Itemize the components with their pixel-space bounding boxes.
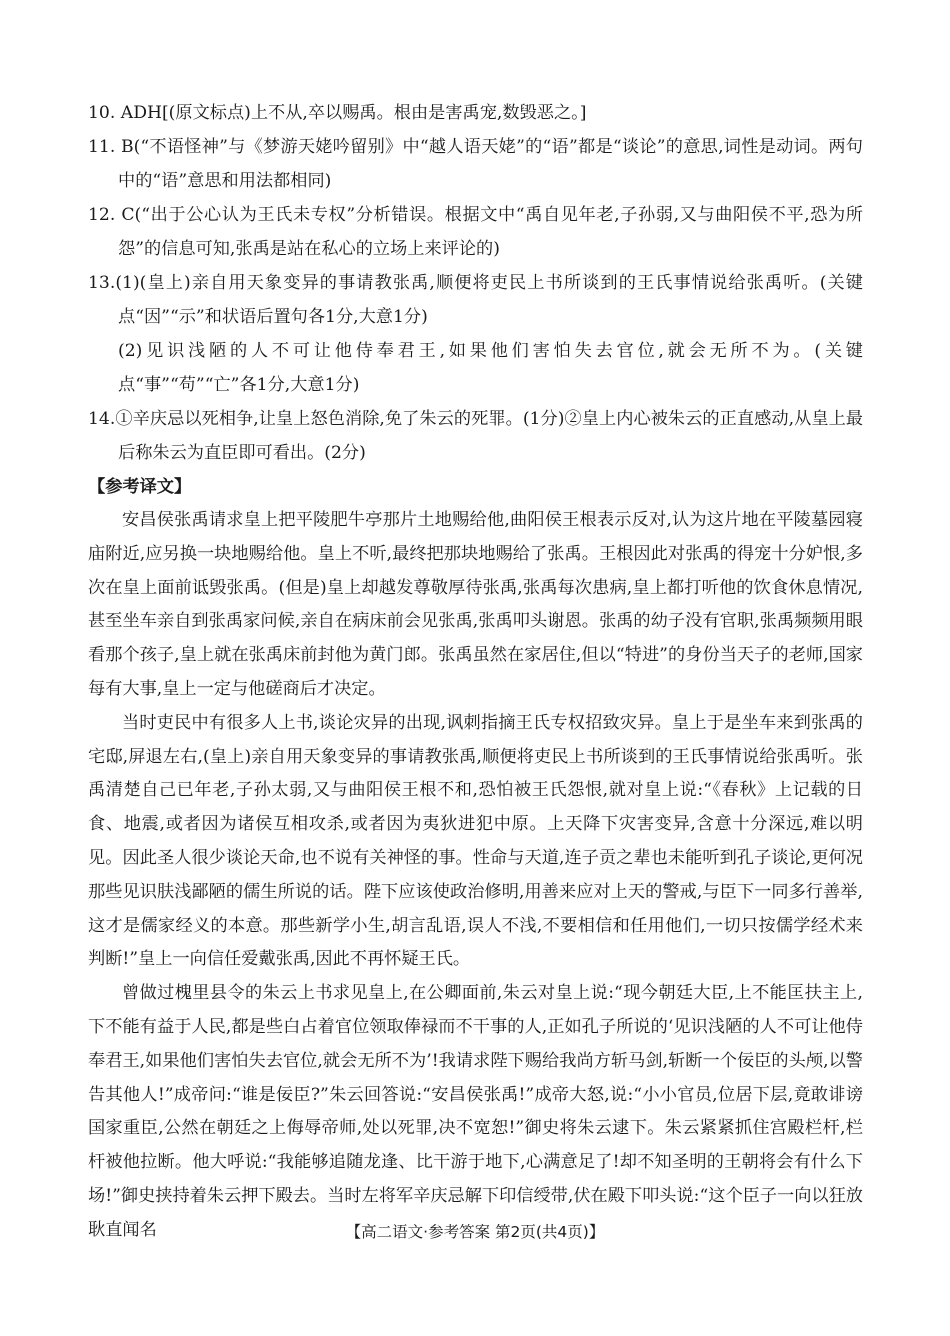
answer-11: 11. B(“不语怪神”与《梦游天姥吟留别》中“越人语天姥”的“语”都是“谈论”的意思,词性是动词。两句中的“语”意思和用法都相同) (88, 137, 863, 191)
translation-title: 【参考译文】 (88, 477, 192, 497)
page-footer: 【高二语文·参考答案 第2页(共4页)】 (345, 1223, 605, 1241)
answer-10: 10. ADH[(原文标点)上不从,卒以赐禹。根由是害禹宠,数毁恶之。] (88, 103, 587, 123)
answer-13-part-2: (2)见识浅陋的人不可让他侍奉君王,如果他们害怕失去官位,就会无所不为。(关键点“事”“苟”“亡”各1分,大意1分) (118, 341, 863, 395)
translation-paragraph: 当时吏民中有很多人上书,谈论灾异的出现,讽刺指摘王氏专权招致灾异。皇上于是坐车来到张禹的宅邸,屏退左右,(皇上)亲自用天象变异的事请教张禹,顺便将吏民上书所谈到的王氏事情说给张禹听。张禹清楚自己已年老,子孙太弱,又与曲阳侯王根不和,恐怕被王氏怨恨,就对皇上说:“《春秋》上记载的日食、地震,或者因为诸侯互相攻杀,或者因为夷狄进犯中原。上天降下灾害变异,含意十分深远,难以明见。因此圣人很少谈论天命,也不说有关神怪的事。性命与天道,连子贡之辈也未能听到孔子谈论,更何况那些见识肤浅鄙陋的儒生所说的话。陛下应该使政治修明,用善来应对上天的警戒,与臣下一同多行善举,这才是儒家经义的本意。那些新学小生,胡言乱语,误人不浅,不要相信和任用他们,一切只按儒学经术来判断!”皇上一向信任爱戴张禹,因此不再怀疑王氏。 (88, 712, 863, 970)
translation-paragraph: 安昌侯张禹请求皇上把平陵肥牛亭那片土地赐给他,曲阳侯王根表示反对,认为这片地在平陵墓园寝庙附近,应另换一块地赐给他。皇上不听,最终把那块地赐给了张禹。王根因此对张禹的得宠十分妒恨,多次在皇上面前诋毁张禹。(但是)皇上却越发尊敬厚待张禹,张禹每次患病,皇上都打听他的饮食休息情况,甚至坐车亲自到张禹家问候,亲自在病床前会见张禹,张禹叩头谢恩。张禹的幼子没有官职,张禹频频用眼看那个孩子,皇上就在张禹床前封他为黄门郎。张禹虽然在家居住,但以“特进”的身份当天子的老师,国家每有大事,皇上一定与他磋商后才决定。 (88, 510, 863, 699)
answer-12: 12. C(“出于公心认为王氏未专权”分析错误。根据文中“禹自见年老,子孙弱,又与曲阳侯不平,恐为所怨”的信息可知,张禹是站在私心的立场上来评论的) (88, 205, 863, 259)
answer-13-part-1: 13.(1)(皇上)亲自用天象变异的事请教张禹,顺便将吏民上书所谈到的王氏事情说给张禹听。(关键点“因”“示”和状语后置句各1分,大意1分) (88, 273, 863, 327)
answer-page (88, 96, 863, 1248)
translation-paragraph: 曾做过槐里县令的朱云上书求见皇上,在公卿面前,朱云对皇上说:“现今朝廷大臣,上不能匡扶主上,下不能有益于人民,都是些白占着官位领取俸禄而不干事的人,正如孔子所说的‘见识浅陋的人不可让他侍奉君王,如果他们害怕失去官位,就会无所不为’!我请求陛下赐给我尚方斩马剑,斩断一个佞臣的头颅,以警告其他人!”成帝问:“谁是佞臣?”朱云回答说:“安昌侯张禹!”成帝大怒,说:“小小官员,位居下层,竟敢诽谤国家重臣,公然在朝廷之上侮辱帝师,处以死罪,决不宽恕!”御史将朱云逮下。朱云紧紧抓住宫殿栏杆,栏杆被他拉断。他大呼说:“我能够追随龙逢、比干游于地下,心满意足了!却不知圣明的王朝将会有什么下场!”御史挟持着朱云押下殿去。当时左将军辛庆忌解下印信绶带,伏在殿下叩头说:“这个臣子一向以狂放耿直闻名 (88, 983, 863, 1240)
answer-14: 14.①辛庆忌以死相争,让皇上怒色消除,免了朱云的死罪。(1分)②皇上内心被朱云的正直感动,从皇上最后称朱云为直臣即可看出。(2分) (88, 409, 863, 463)
